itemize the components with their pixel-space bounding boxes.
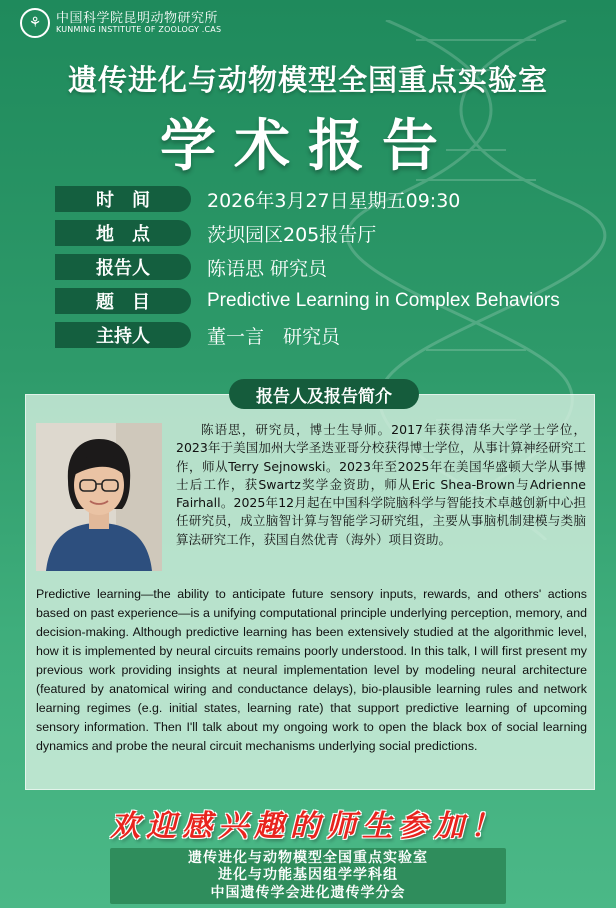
institute-logo <box>20 8 221 38</box>
organizer-line: 中国遗传学会进化遗传学分会 <box>210 884 406 901</box>
welcome-banner: 欢迎感兴趣的师生参加！ <box>110 809 506 844</box>
info-row-location <box>55 219 615 247</box>
organizer-line: 进化与功能基因组学学科组 <box>218 867 398 884</box>
info-label: 报告人 <box>55 254 191 280</box>
logo-chinese-name: 中国科学院昆明动物研究所 <box>56 10 219 26</box>
report-title: 学术报告 <box>160 114 456 179</box>
intro-panel <box>25 394 595 790</box>
info-label: 主持人 <box>55 322 191 348</box>
info-label: 地 点 <box>55 220 191 246</box>
info-value-location: 茨坝园区205报告厅 <box>207 223 377 246</box>
talk-abstract: Predictive learning—the ability to anticipate future sensory inputs, rewards, and others' actions based on past experience—is a unifying computational principle underlying perception, memory, and decision-making. Although predictive learning has been extensively studied at the algorithmic level, how it is implemented by neural circuits remains poorly understood. In this talk, I will first present my previous work providing insights at neural implementation level by modeling neural architecture (featured by anatomical wiring and conductance delays), bio-plausible learning rules and network learning regimes (e.g. initial states, learning rate) that support predictive learning of upcoming sensory information. Then I'll talk about my ongoing work to open the black box of social learning dynamics and probe the neural circuit mechanisms underlying social predictions. <box>36 587 587 753</box>
event-info <box>55 185 615 355</box>
info-row-host <box>55 321 615 349</box>
speaker-bio: 陈语思，研究员，博士生导师。2017年获得清华大学学士学位，2023年于美国加州大学圣迭亚哥分校获得博士学位，从事计算神经研究工作，师从Terry Sejnowski。2023年至2025年在美国华盛顿大学从事博士后工作，获Swartz奖学金资助，师从Eric Shea-Brown与Adrienne Fairhall。2025年12月起在中国科学院脑科学与智能技术卓越创新中心担任研究员，成立脑智计算与智能学习研究组，主要从事脑机制建模与类脑算法研究工作，获国自然优青（海外）项目资助。 <box>176 422 586 547</box>
info-value-topic: Predictive Learning in Complex Behaviors <box>207 290 560 311</box>
institute-emblem-icon: ⚘ <box>20 8 50 38</box>
info-label: 题 目 <box>55 288 191 314</box>
lab-title: 遗传进化与动物模型全国重点实验室 <box>67 63 548 97</box>
organizer-line: 遗传进化与动物模型全国重点实验室 <box>188 849 428 866</box>
info-value-speaker: 陈语思 研究员 <box>207 257 328 280</box>
section-badge: 报告人及报告简介 <box>229 379 419 409</box>
speaker-photo <box>36 423 162 571</box>
info-value-time: 2026年3月27日星期五09:30 <box>207 189 461 212</box>
organizers-footer <box>110 848 506 904</box>
info-row-speaker <box>55 253 615 281</box>
info-row-topic <box>55 287 615 315</box>
info-label: 时 间 <box>55 186 191 212</box>
logo-english-name: KUNMING INSTITUTE OF ZOOLOGY .CAS <box>56 24 222 34</box>
info-value-host: 董一言 研究员 <box>207 325 341 348</box>
info-row-time <box>55 185 615 213</box>
